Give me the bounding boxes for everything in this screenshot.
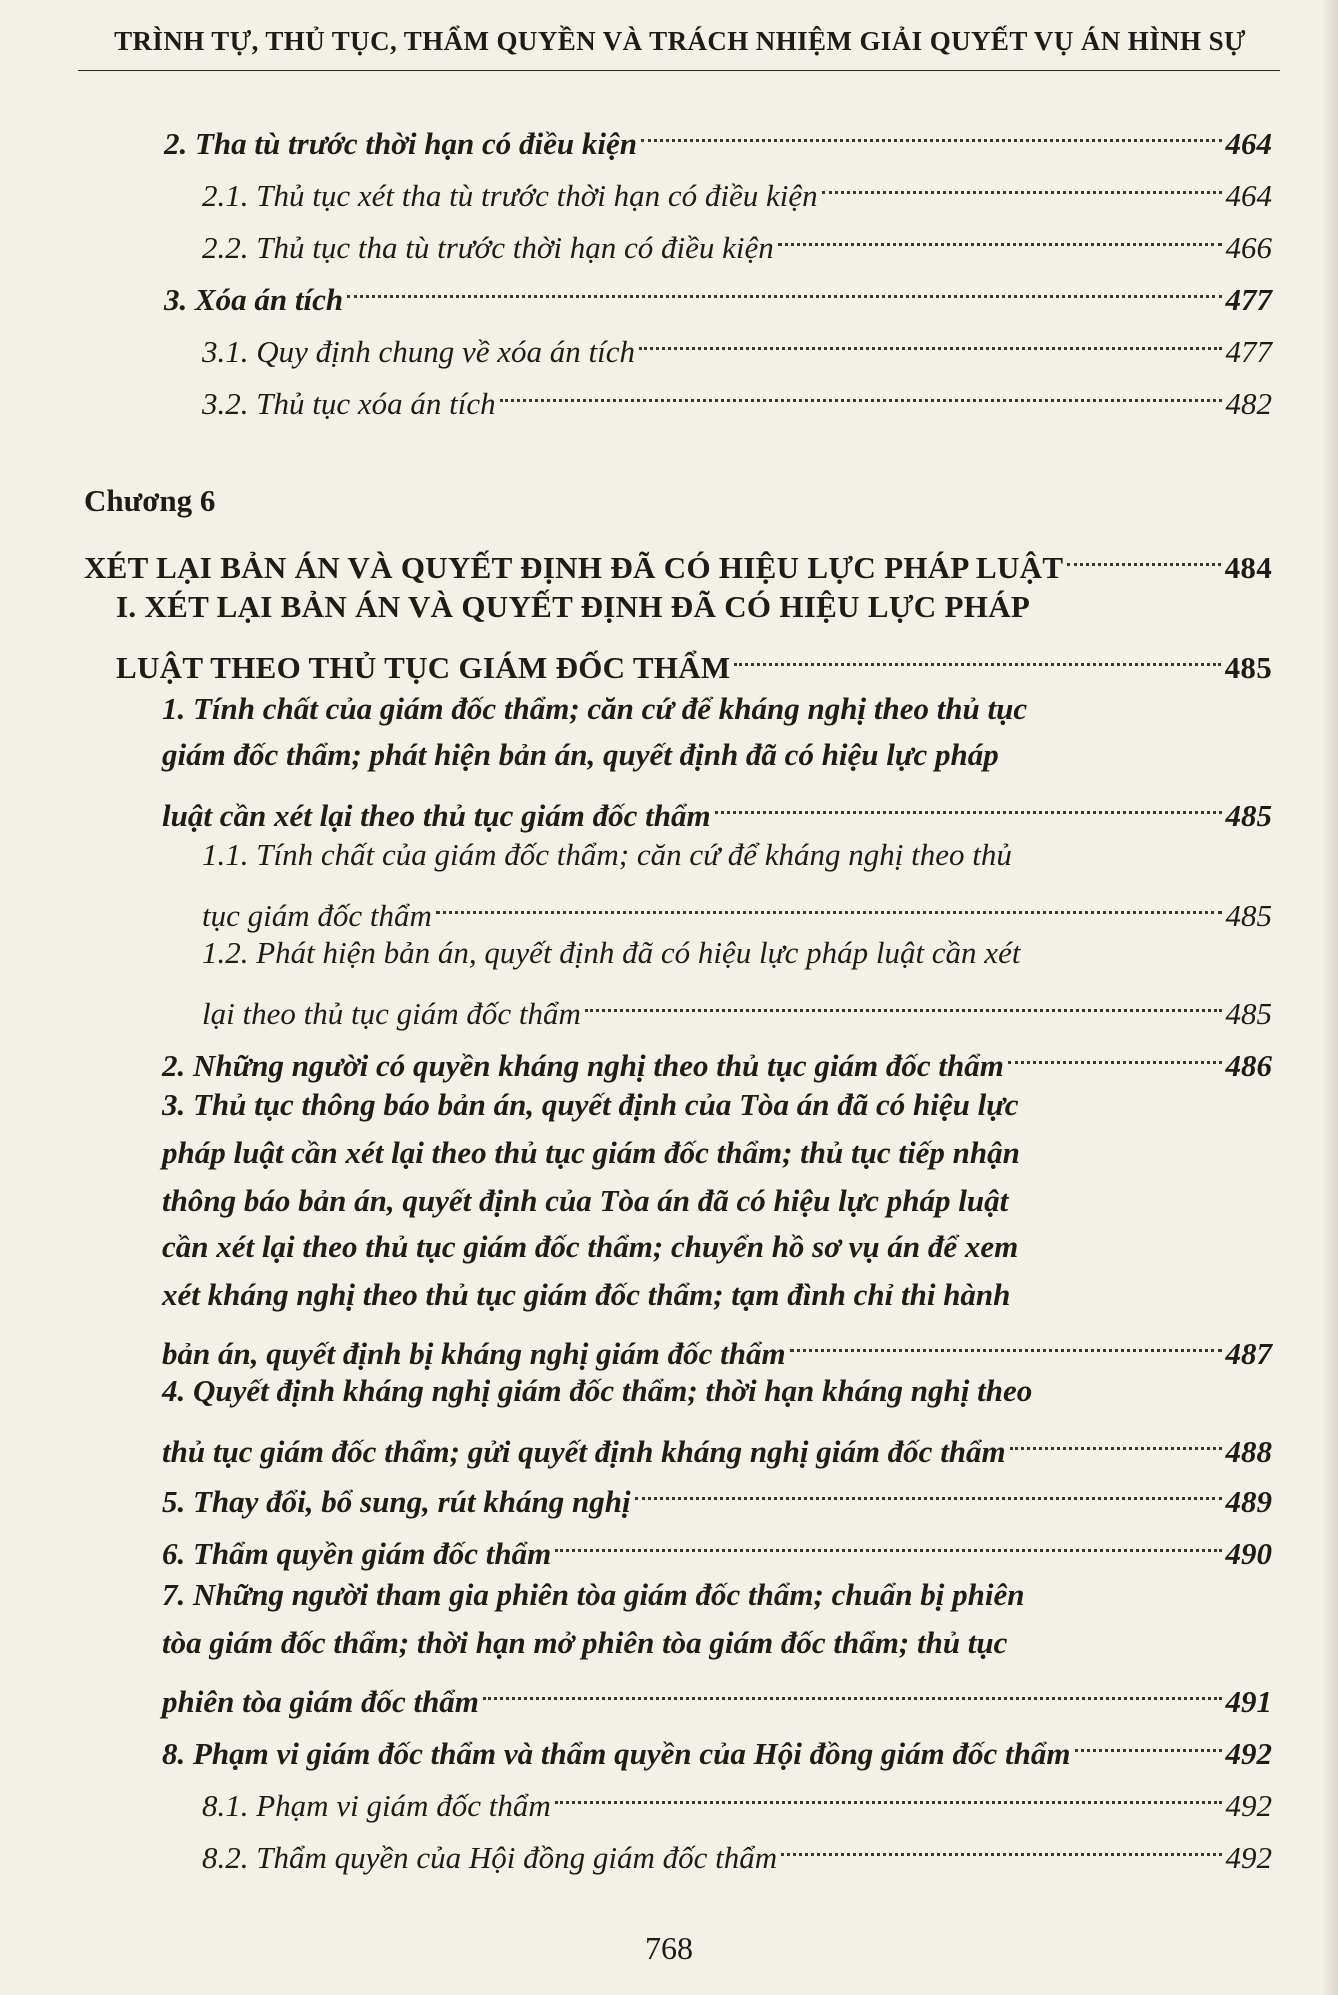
- toc-page-number: 466: [1225, 230, 1272, 265]
- toc-entry-title: bản án, quyết định bị kháng nghị giám đốc thẩm: [162, 1336, 786, 1371]
- page-number: 768: [645, 1930, 693, 1966]
- dot-leader: [781, 1822, 1221, 1868]
- dot-leader: [715, 780, 1222, 826]
- dot-leader: [1010, 1416, 1222, 1462]
- toc-entry-title: LUẬT THEO THỦ TỤC GIÁM ĐỐC THẨM: [116, 650, 731, 685]
- toc-entry-line: 1.1. Tính chất của giám đốc thẩm; căn cứ để kháng nghị theo thủ: [202, 837, 1012, 872]
- dot-leader: [555, 1770, 1222, 1816]
- toc-entry-line: pháp luật cần xét lại theo thủ tục giám đốc thẩm; thủ tục tiếp nhận: [162, 1135, 1020, 1170]
- dot-leader: [641, 108, 1222, 154]
- toc-page-number: 489: [1225, 1484, 1272, 1519]
- toc-entry: [162, 1466, 1272, 1519]
- toc-entry: [202, 1822, 1272, 1875]
- toc-page-number: 485: [1225, 996, 1272, 1031]
- toc-entry-title: 6. Thẩm quyền giám đốc thẩm: [162, 1536, 552, 1571]
- toc-entry: [162, 1030, 1272, 1083]
- toc-entry: [164, 108, 1272, 161]
- toc-entry-line: giám đốc thẩm; phát hiện bản án, quyết định đã có hiệu lực pháp: [162, 737, 999, 772]
- toc-page-number: 487: [1225, 1336, 1272, 1371]
- dot-leader: [1075, 1718, 1222, 1764]
- toc-entry: [164, 264, 1272, 317]
- running-header: TRÌNH TỰ, THỦ TỤC, THẨM QUYỀN VÀ TRÁCH NHIỆM GIẢI QUYẾT VỤ ÁN HÌNH SỰ: [114, 26, 1246, 56]
- toc-entry-line: 4. Quyết định kháng nghị giám đốc thẩm; thời hạn kháng nghị theo: [162, 1373, 1033, 1408]
- toc-entry: [162, 1718, 1272, 1771]
- dot-leader: [500, 368, 1222, 414]
- toc-page-number: 485: [1225, 798, 1272, 833]
- toc-entry-title: luật cần xét lại theo thủ tục giám đốc thẩm: [162, 798, 711, 833]
- toc-page-number: 491: [1225, 1684, 1272, 1719]
- dot-leader: [483, 1666, 1222, 1712]
- toc-page-number: 492: [1225, 1788, 1272, 1823]
- toc-entry-title: phiên tòa giám đốc thẩm: [162, 1684, 479, 1719]
- toc-entry: [202, 368, 1272, 421]
- toc-entry-title: 2.2. Thủ tục tha tù trước thời hạn có điều kiện: [202, 230, 774, 265]
- toc-entry-line: thông báo bản án, quyết định của Tòa án đã có hiệu lực pháp luật: [162, 1183, 1009, 1218]
- toc-entry-line: 1. Tính chất của giám đốc thẩm; căn cứ để kháng nghị theo thủ tục: [162, 691, 1028, 726]
- toc-page-number: 477: [1225, 282, 1272, 317]
- toc-entry: [202, 1770, 1272, 1823]
- toc-entry: [162, 1518, 1272, 1571]
- toc-page-number: 485: [1224, 650, 1272, 685]
- toc-entry: [202, 212, 1272, 265]
- toc-entry-line: 7. Những người tham gia phiên tòa giám đốc thẩm; chuẩn bị phiên: [162, 1577, 1025, 1612]
- toc-entry-title: 3. Xóa án tích: [164, 282, 344, 317]
- toc-entry: [162, 780, 1272, 833]
- dot-leader: [585, 978, 1222, 1024]
- dot-leader: [822, 160, 1222, 206]
- toc-chapter-title: [84, 532, 1272, 585]
- toc-entry-line: 3. Thủ tục thông báo bản án, quyết định của Tòa án đã có hiệu lực: [162, 1087, 1019, 1122]
- toc-entry: [202, 160, 1272, 213]
- toc-entry-title: 2. Tha tù trước thời hạn có điều kiện: [164, 126, 637, 161]
- dot-leader: [436, 880, 1222, 926]
- toc-page-number: 492: [1225, 1840, 1272, 1875]
- dot-leader: [778, 212, 1222, 258]
- toc-entry: [116, 632, 1272, 685]
- toc-entry-line: 1.2. Phát hiện bản án, quyết định đã có hiệu lực pháp luật cần xét: [202, 935, 1021, 970]
- toc-entry-title: 2.1. Thủ tục xét tha tù trước thời hạn có điều kiện: [202, 178, 818, 213]
- toc-entry: [202, 316, 1272, 369]
- toc-entry: [202, 880, 1272, 933]
- toc-page-number: 482: [1225, 386, 1272, 421]
- toc-entry: [162, 1416, 1272, 1469]
- toc-entry-title: 5. Thay đổi, bổ sung, rút kháng nghị: [162, 1484, 631, 1519]
- toc-entry-title: 8.2. Thẩm quyền của Hội đồng giám đốc thẩm: [202, 1840, 778, 1875]
- toc-entry-title: tục giám đốc thẩm: [202, 898, 432, 933]
- dot-leader: [555, 1518, 1221, 1564]
- dot-leader: [635, 1466, 1222, 1512]
- toc-entry-line: tòa giám đốc thẩm; thời hạn mở phiên tòa giám đốc thẩm; thủ tục: [162, 1625, 1008, 1660]
- toc-entry-title: 8. Phạm vi giám đốc thẩm và thẩm quyền của Hội đồng giám đốc thẩm: [162, 1736, 1071, 1771]
- toc-entry: [162, 1318, 1272, 1371]
- toc-entry-title: 2. Những người có quyền kháng nghị theo thủ tục giám đốc thẩm: [162, 1048, 1004, 1083]
- toc-page-number: 488: [1225, 1434, 1272, 1469]
- toc-page-number: 486: [1225, 1048, 1272, 1083]
- dot-leader: [790, 1318, 1222, 1364]
- toc-entry: [202, 978, 1272, 1031]
- chapter-label: Chương 6: [84, 483, 216, 518]
- toc-entry-title: 3.1. Quy định chung về xóa án tích: [202, 334, 636, 369]
- toc-page-number: 485: [1225, 898, 1272, 933]
- toc-page-number: 492: [1225, 1736, 1272, 1771]
- toc-entry: [162, 1666, 1272, 1719]
- dot-leader: [1067, 532, 1220, 578]
- toc-entry-line: cần xét lại theo thủ tục giám đốc thẩm; chuyển hồ sơ vụ án để xem: [162, 1229, 1019, 1264]
- page-edge-shadow: [1320, 0, 1338, 1995]
- toc-entry-title: thủ tục giám đốc thẩm; gửi quyết định kháng nghị giám đốc thẩm: [162, 1434, 1006, 1469]
- toc-page-number: 477: [1225, 334, 1272, 369]
- dot-leader: [734, 632, 1220, 678]
- toc-entry-title: lại theo thủ tục giám đốc thẩm: [202, 996, 581, 1031]
- toc-page-number: 490: [1225, 1536, 1272, 1571]
- header-rule: [78, 70, 1280, 71]
- toc-entry-title: 8.1. Phạm vi giám đốc thẩm: [202, 1788, 551, 1823]
- dot-leader: [639, 316, 1221, 362]
- toc-section-line: I. XÉT LẠI BẢN ÁN VÀ QUYẾT ĐỊNH ĐÃ CÓ HIỆU LỰC PHÁP: [116, 589, 1031, 624]
- dot-leader: [347, 264, 1221, 310]
- toc-entry-title: 3.2. Thủ tục xóa án tích: [202, 386, 496, 421]
- toc-page-number: 484: [1224, 550, 1272, 585]
- toc-page-number: 464: [1225, 126, 1272, 161]
- toc-entry-line: xét kháng nghị theo thủ tục giám đốc thẩm; tạm đình chỉ thi hành: [162, 1277, 1011, 1312]
- toc-page-number: 464: [1225, 178, 1272, 213]
- toc-entry-title: XÉT LẠI BẢN ÁN VÀ QUYẾT ĐỊNH ĐÃ CÓ HIỆU LỰC PHÁP LUẬT: [84, 550, 1064, 585]
- dot-leader: [1008, 1030, 1222, 1076]
